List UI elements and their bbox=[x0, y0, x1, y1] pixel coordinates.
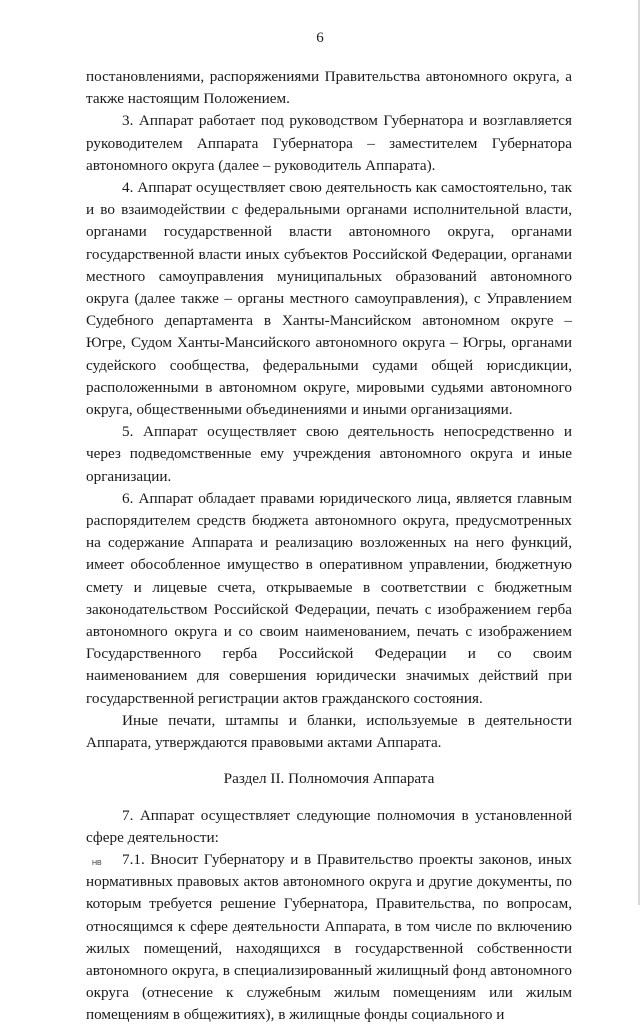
paragraph-6-stamps: Иные печати, штампы и бланки, используемые в деятельности Аппарата, утверждаются правовыми актами Аппарата. bbox=[86, 711, 572, 752]
section-title: Раздел II. Полномочия Аппарата bbox=[223, 770, 435, 788]
paragraph-7: 7. Аппарат осуществляет следующие полномочия в установленной сфере деятельности: bbox=[86, 806, 572, 846]
footer-initials: НВ bbox=[92, 860, 102, 867]
paragraph-6: 6. Аппарат обладает правами юридического лица, является главным распорядителем средств бюджета автономного округа, предусмотренных на содержание Аппарата и реализацию возложенных на него функций, имеет обособленное имущество в оперативном управлении, бюджетную смету и лицевые счета, открываемые в соответствии с бюджетным законодательством Российской Федерации, печать с изображением герба автономного округа и со своим наименованием, печать с изображением Государственного герба Российской Федерации и со своим наименованием для совершения юридически значимых действий при государственной регистрации актов гражданского состояния. bbox=[86, 489, 572, 707]
paragraph-7-1: 7.1. Вносит Губернатору и в Правительство проекты законов, иных нормативных правовых актов автономного округа и другие документы, по которым требуется решение Губернатора, Правительства, по вопросам, относящимся к сфере деятельности Аппарата, в том числе по включению жилых помещений, находящихся в государственной собственности автономного округа, в специализированный жилищный фонд автономного округа (отнесение к служебным жилым помещениям или жилым помещениям в общежитиях), в жилищные фонды социального и bbox=[86, 850, 572, 1024]
page-number: 6 bbox=[316, 30, 324, 46]
paragraph-5: 5. Аппарат осуществляет свою деятельность непосредственно и через подведомственные ему учреждения автономного округа и иные организации. bbox=[86, 423, 572, 485]
document-body bbox=[86, 66, 572, 1027]
paragraph-continuation: постановлениями, распоряжениями Правительства автономного округа, а также настоящим Положением. bbox=[86, 68, 572, 108]
paragraph-3: 3. Аппарат работает под руководством Губернатора и возглавляется руководителем Аппарата Губернатора – заместителем Губернатора автономного округа (далее – руководитель Аппарата). bbox=[86, 112, 572, 174]
paragraph-4: 4. Аппарат осуществляет свою деятельность как самостоятельно, так и во взаимодействии с федеральными органами исполнительной власти, органами государственной власти автономного округа, органами государственной власти иных субъектов Российской Федерации, органами местного самоуправления муниципальных образований автономного округа (далее также – органы местного самоуправления), с Управлением Судебного департамента в Ханты-Мансийском автономном округе – Югре, Судом Ханты-Мансийского автономного округа – Югры, органами судейского сообщества, федеральными судами общей юрисдикции, расположенными в автономном округе, мировыми судьями автономного округа, общественными объединениями и иными организациями. bbox=[86, 179, 572, 419]
